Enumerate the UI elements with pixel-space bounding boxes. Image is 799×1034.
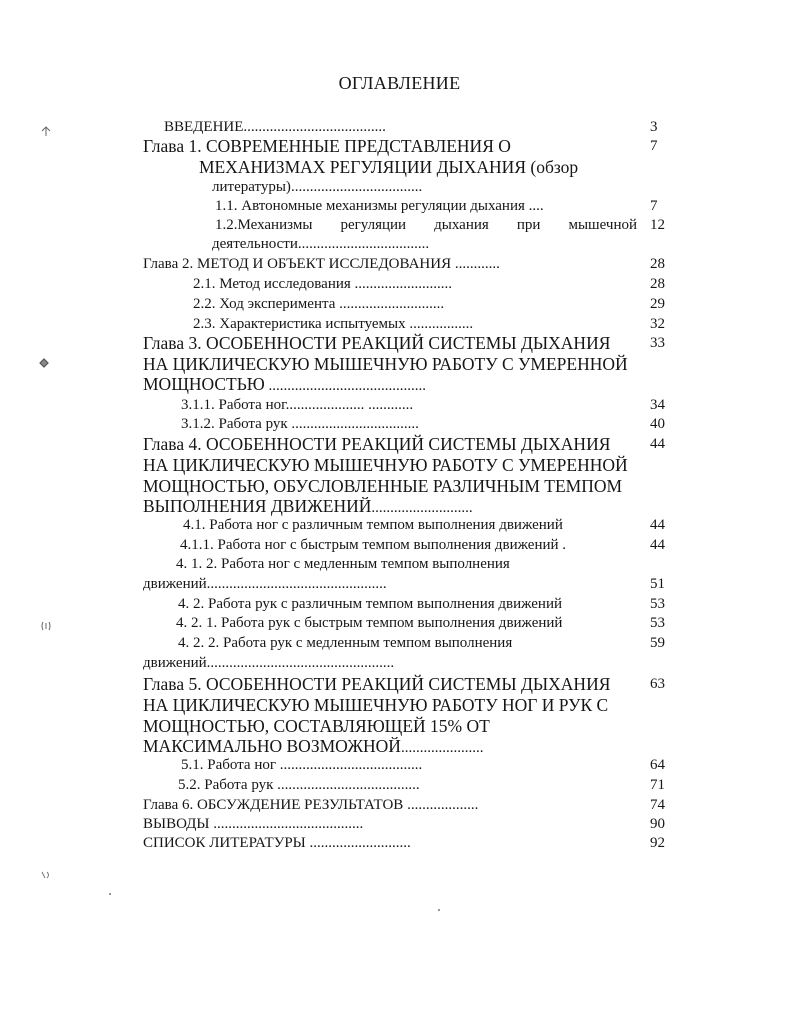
page-number: 64 [650, 757, 665, 773]
entry-text: 2.1. Метод исследования [193, 276, 351, 292]
toc-conclusions [143, 815, 623, 834]
leader-dots: ........................... [309, 835, 411, 851]
toc-section-5-2 [178, 776, 618, 795]
page-number: 71 [650, 777, 665, 793]
entry-text: 3.1.1. Работа ног [181, 397, 286, 413]
page-number: 40 [650, 416, 665, 432]
toc-section-4-2: 4. 2. Работа рук с различным темпом выполнения движений [178, 596, 563, 612]
page-number: 63 [650, 676, 665, 692]
toc-chapter-1-line-2: МЕХАНИЗМАХ РЕГУЛЯЦИИ ДЫХАНИЯ (обзор [199, 157, 579, 177]
scan-mark [40, 125, 52, 137]
toc-chapter-5-line-3: МОЩНОСТЬЮ, СОСТАВЛЯЮЩЕЙ 15% ОТ [143, 716, 490, 736]
entry-text: движений [143, 655, 207, 671]
entry-text: МОЩНОСТЬЮ [143, 375, 265, 394]
toc-chapter-4-line-1: Глава 4. ОСОБЕННОСТИ РЕАКЦИЙ СИСТЕМЫ ДЫХАНИЯ [143, 434, 611, 454]
page-number: 34 [650, 397, 665, 413]
leader-dots: ...................................... [279, 757, 423, 773]
toc-entry-intro [164, 118, 624, 137]
toc-chapter-5-line-4 [143, 737, 623, 756]
toc-section-2-1 [193, 275, 623, 294]
toc-section-1-2-line-2 [212, 235, 622, 254]
entry-text: 2.2. Ход эксперимента [193, 296, 336, 312]
leader-dots: ...................................... [277, 777, 420, 793]
toc-chapter-1-line-3 [212, 178, 622, 197]
entry-text: Глава 2. МЕТОД И ОБЪЕКТ ИССЛЕДОВАНИЯ [143, 256, 452, 272]
scan-speck [438, 909, 440, 911]
toc-section-4-2-2-line-2 [143, 654, 623, 673]
toc-section-5-1 [181, 756, 621, 775]
toc-section-4-1-1: 4.1.1. Работа ног с быстрым темпом выполнения движений . [180, 537, 567, 553]
entry-text: МАКСИМАЛЬНО ВОЗМОЖНОЙ [143, 737, 401, 756]
leader-dots: ................................... [290, 179, 423, 195]
page-number: 28 [650, 276, 665, 292]
leader-dots: .... [528, 198, 544, 214]
toc-section-4-2-2-line-1: 4. 2. 2. Работа рук с медленным темпом выполнения [178, 635, 513, 651]
toc-section-4-1: 4.1. Работа ног с различным темпом выполнения движений [183, 517, 563, 533]
toc-section-1-1 [215, 197, 544, 216]
leader-dots: ................. [409, 316, 474, 332]
leader-dots: ..................... ............ [285, 397, 414, 413]
page-number: 29 [650, 296, 665, 312]
entry-text: Глава 6. ОБСУЖДЕНИЕ РЕЗУЛЬТАТОВ [143, 797, 404, 813]
scan-mark [40, 869, 52, 881]
leader-dots: ................................................ [206, 576, 387, 592]
page-number: 33 [650, 335, 665, 351]
entry-text: движений [143, 576, 207, 592]
leader-dots: ........................... [371, 500, 473, 516]
entry-text: СПИСОК ЛИТЕРАТУРЫ [143, 835, 306, 851]
page-number: 74 [650, 797, 665, 813]
toc-chapter-3-line-2: НА ЦИКЛИЧЕСКУЮ МЫШЕЧНУЮ РАБОТУ С УМЕРЕННОЙ [143, 354, 628, 374]
entry-text: 3.1.2. Работа рук [181, 416, 288, 432]
leader-dots: ................................... [297, 236, 430, 252]
leader-dots: .................................. [291, 416, 419, 432]
entry-text: 1.1. Автономные механизмы регуляции дыхания [215, 198, 525, 214]
toc-section-3-1-2 [181, 415, 621, 434]
page-number: 59 [650, 635, 665, 651]
toc-chapter-4-line-3: МОЩНОСТЬЮ, ОБУСЛОВЛЕННЫЕ РАЗЛИЧНЫМ ТЕМПОМ [143, 476, 623, 496]
toc-chapter-2 [143, 255, 623, 274]
page-number: 44 [650, 537, 665, 553]
entry-text: 2.3. Характеристика испытуемых [193, 316, 406, 332]
toc-section-2-3 [193, 315, 623, 334]
page-number: 44 [650, 436, 665, 452]
page-number: 28 [650, 256, 665, 272]
page-number: 12 [650, 217, 665, 233]
page-number: 7 [650, 198, 658, 214]
page-number: 51 [650, 576, 665, 592]
page-number: 44 [650, 517, 665, 533]
leader-dots: .................................................. [206, 655, 395, 671]
page-number: 92 [650, 835, 665, 851]
toc-section-4-1-2-line-2 [143, 575, 623, 594]
toc-chapter-4-line-4 [143, 497, 623, 516]
entry-text: ВЫВОДЫ [143, 816, 210, 832]
page-number: 53 [650, 615, 665, 631]
toc-section-2-2 [193, 295, 623, 314]
page-number: 7 [650, 138, 658, 154]
page-number: 3 [650, 119, 658, 135]
entry-text: ВЫПОЛНЕНИЯ ДВИЖЕНИЙ [143, 497, 372, 516]
toc-chapter-3-line-1: Глава 3. ОСОБЕННОСТИ РЕАКЦИЙ СИСТЕМЫ ДЫХАНИЯ [143, 333, 611, 353]
leader-dots: .......................... [354, 276, 453, 292]
leader-dots: ................... [407, 797, 479, 813]
scan-mark [40, 620, 52, 632]
toc-chapter-1-line-1: Глава 1. СОВРЕМЕННЫЕ ПРЕДСТАВЛЕНИЯ О [143, 136, 511, 156]
toc-section-4-1-2-line-1: 4. 1. 2. Работа ног с медленным темпом выполнения [176, 556, 510, 572]
entry-text: ВВЕДЕНИЕ [164, 119, 244, 135]
entry-text: 5.2. Работа рук [178, 777, 274, 793]
page-number: 90 [650, 816, 665, 832]
toc-chapter-4-line-2: НА ЦИКЛИЧЕСКУЮ МЫШЕЧНУЮ РАБОТУ С УМЕРЕННОЙ [143, 455, 628, 475]
entry-text: 5.1. Работа ног [181, 757, 277, 773]
toc-chapter-5-line-1: Глава 5. ОСОБЕННОСТИ РЕАКЦИЙ СИСТЕМЫ ДЫХАНИЯ [143, 674, 611, 694]
leader-dots: ...................... [400, 740, 484, 756]
leader-dots: ...................................... [243, 119, 386, 135]
scan-mark [38, 357, 50, 369]
entry-text: литературы) [212, 179, 291, 195]
toc-references [143, 834, 623, 853]
leader-dots: ............ [454, 256, 500, 272]
leader-dots: ............................ [339, 296, 445, 312]
entry-text: деятельности [212, 236, 298, 252]
toc-section-1-2-line-1: 1.2.Механизмы регуляции дыхания при мышечной [215, 217, 637, 233]
page-number: 32 [650, 316, 665, 332]
toc-section-4-2-1: 4. 2. 1. Работа рук с быстрым темпом выполнения движений [176, 615, 563, 631]
scan-speck [109, 893, 111, 895]
toc-chapter-6 [143, 796, 623, 815]
leader-dots: .......................................... [268, 378, 426, 394]
page-title: ОГЛАВЛЕНИЕ [338, 73, 461, 93]
toc-chapter-3-line-3 [143, 375, 623, 394]
page-number: 53 [650, 596, 665, 612]
toc-chapter-5-line-2: НА ЦИКЛИЧЕСКУЮ МЫШЕЧНУЮ РАБОТУ НОГ И РУК С [143, 695, 609, 715]
leader-dots: ........................................ [213, 816, 364, 832]
toc-section-3-1-1 [181, 396, 621, 415]
